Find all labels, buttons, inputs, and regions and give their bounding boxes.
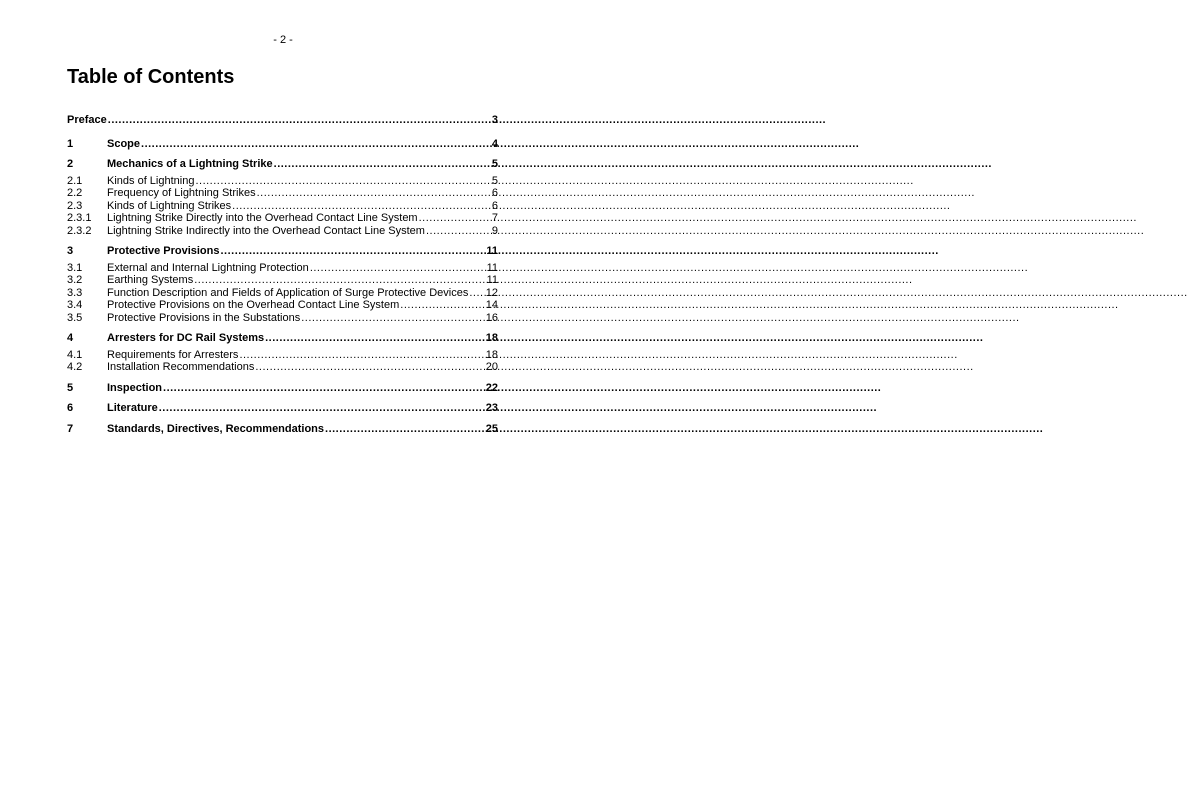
toc-section <box>67 138 498 151</box>
entry-title: Earthing Systems <box>107 274 194 286</box>
entry-page-number: 3 <box>491 114 498 126</box>
entry-title: Protective Provisions in the Substations <box>107 311 301 324</box>
dot-leader <box>108 114 491 127</box>
dot-leader <box>426 225 491 238</box>
toc-subentry[interactable] <box>67 200 498 213</box>
entry-number: 4 <box>67 332 74 344</box>
toc-section <box>67 423 498 436</box>
dot-leader <box>419 212 491 225</box>
entry-page-number: 14 <box>485 299 498 311</box>
entry-title: Installation Recommendations <box>107 361 255 373</box>
entry-number: 2.3.1 <box>67 212 92 224</box>
entry-title: Lightning Strike Directly into the Overhead Contact Line System <box>107 212 418 224</box>
toc-subentry[interactable] <box>67 312 498 325</box>
dot-leader <box>159 402 485 415</box>
toc-subentry[interactable] <box>67 262 498 275</box>
toc-subentry[interactable] <box>67 349 498 362</box>
entry-title: Protective Provisions on the Overhead Contact Line System <box>107 299 400 311</box>
entry-title: Requirements for Arresters <box>107 348 239 361</box>
entry-page-number: 6 <box>491 187 498 199</box>
entry-title: Frequency of Lightning Strikes <box>107 187 256 199</box>
entry-title: Kinds of Lightning <box>107 174 195 187</box>
entry-number: 6 <box>67 402 74 414</box>
entry-title: External and Internal Lightning Protection <box>107 261 309 274</box>
entry-page-number: 12 <box>485 286 498 299</box>
entry-page-number: 11 <box>486 261 498 274</box>
entry-number: 2.2 <box>67 187 83 199</box>
dot-leader <box>301 312 485 325</box>
entry-number: 3.2 <box>67 274 83 286</box>
entry-number: 3.3 <box>67 286 83 299</box>
dot-leader <box>469 287 484 300</box>
entry-page-number: 9 <box>491 224 498 237</box>
entry-number: 3.1 <box>67 261 83 274</box>
toc-title: Table of Contents <box>67 66 235 88</box>
toc-subentries <box>67 262 498 325</box>
entry-number: 4.1 <box>67 348 83 361</box>
entry-title: Standards, Directives, Recommendations <box>107 422 325 435</box>
page-number: - 2 - <box>273 34 293 46</box>
entry-number: 2 <box>67 158 74 170</box>
entry-page-number: 7 <box>491 212 498 224</box>
entry-title: Kinds of Lightning Strikes <box>107 199 232 212</box>
toc-section <box>67 402 498 415</box>
dot-leader <box>163 382 485 395</box>
entry-title: Protective Provisions <box>107 245 220 257</box>
toc-subentry[interactable] <box>67 287 498 300</box>
toc-entry[interactable] <box>67 332 498 345</box>
entry-title: Function Description and Fields of Application of Surge Protective Devices <box>107 286 469 299</box>
dot-leader <box>221 245 486 258</box>
entry-title: Lightning Strike Indirectly into the Overhead Contact Line System <box>107 224 425 237</box>
toc-subentry[interactable] <box>67 225 498 238</box>
entry-page-number: 5 <box>491 158 498 170</box>
entry-page-number: 11 <box>486 274 498 286</box>
toc-subentry[interactable] <box>67 299 498 312</box>
dot-leader <box>141 138 491 151</box>
toc-section <box>67 382 498 395</box>
toc-entry[interactable] <box>67 138 498 151</box>
toc-entry[interactable] <box>67 158 498 171</box>
entry-number: 3.4 <box>67 299 83 311</box>
dot-leader <box>400 299 484 312</box>
toc-entry[interactable] <box>67 423 498 436</box>
entry-title: Arresters for DC Rail Systems <box>107 332 265 344</box>
entry-page-number: 16 <box>485 311 498 324</box>
entry-page-number: 18 <box>485 332 498 344</box>
toc-subentry[interactable] <box>67 212 498 225</box>
entry-page-number: 11 <box>486 245 498 257</box>
entry-number: 3.5 <box>67 311 83 324</box>
dot-leader <box>194 274 485 287</box>
toc-entry[interactable] <box>67 402 498 415</box>
toc-subentry[interactable] <box>67 274 498 287</box>
entry-number: 2.3.2 <box>67 224 92 237</box>
entry-title: Preface <box>67 114 107 126</box>
toc-subentry[interactable] <box>67 187 498 200</box>
toc-entry[interactable] <box>67 245 498 258</box>
dot-leader <box>310 262 486 275</box>
toc-entry[interactable] <box>67 382 498 395</box>
toc-section <box>67 245 498 324</box>
toc-entry[interactable] <box>67 114 498 127</box>
table-of-contents <box>67 114 498 443</box>
dot-leader <box>274 158 491 171</box>
entry-number: 1 <box>67 137 74 150</box>
entry-number: 2.1 <box>67 174 83 187</box>
entry-number: 7 <box>67 422 74 435</box>
dot-leader <box>255 361 484 374</box>
entry-title: Mechanics of a Lightning Strike <box>107 158 273 170</box>
entry-page-number: 5 <box>491 174 498 187</box>
dot-leader <box>257 187 491 200</box>
entry-number: 3 <box>67 245 74 257</box>
entry-title: Literature <box>107 402 158 414</box>
entry-number: 4.2 <box>67 361 83 373</box>
dot-leader <box>325 423 485 436</box>
entry-page-number: 23 <box>485 402 498 414</box>
entry-number: 2.3 <box>67 199 83 212</box>
entry-number: 5 <box>67 381 74 394</box>
entry-page-number: 20 <box>485 361 498 373</box>
entry-title: Inspection <box>107 381 163 394</box>
toc-subentry[interactable] <box>67 175 498 188</box>
dot-leader <box>265 332 485 345</box>
toc-subentries <box>67 175 498 238</box>
dot-leader <box>195 175 490 188</box>
toc-section <box>67 114 498 127</box>
entry-page-number: 18 <box>485 348 498 361</box>
dot-leader <box>239 349 484 362</box>
toc-section <box>67 332 498 374</box>
toc-section <box>67 158 498 237</box>
toc-subentry[interactable] <box>67 361 498 374</box>
entry-page-number: 4 <box>491 137 498 150</box>
entry-page-number: 25 <box>485 422 498 435</box>
toc-subentries <box>67 349 498 374</box>
entry-title: Scope <box>107 137 141 150</box>
dot-leader <box>232 200 491 213</box>
entry-page-number: 22 <box>485 381 498 394</box>
entry-page-number: 6 <box>491 199 498 212</box>
